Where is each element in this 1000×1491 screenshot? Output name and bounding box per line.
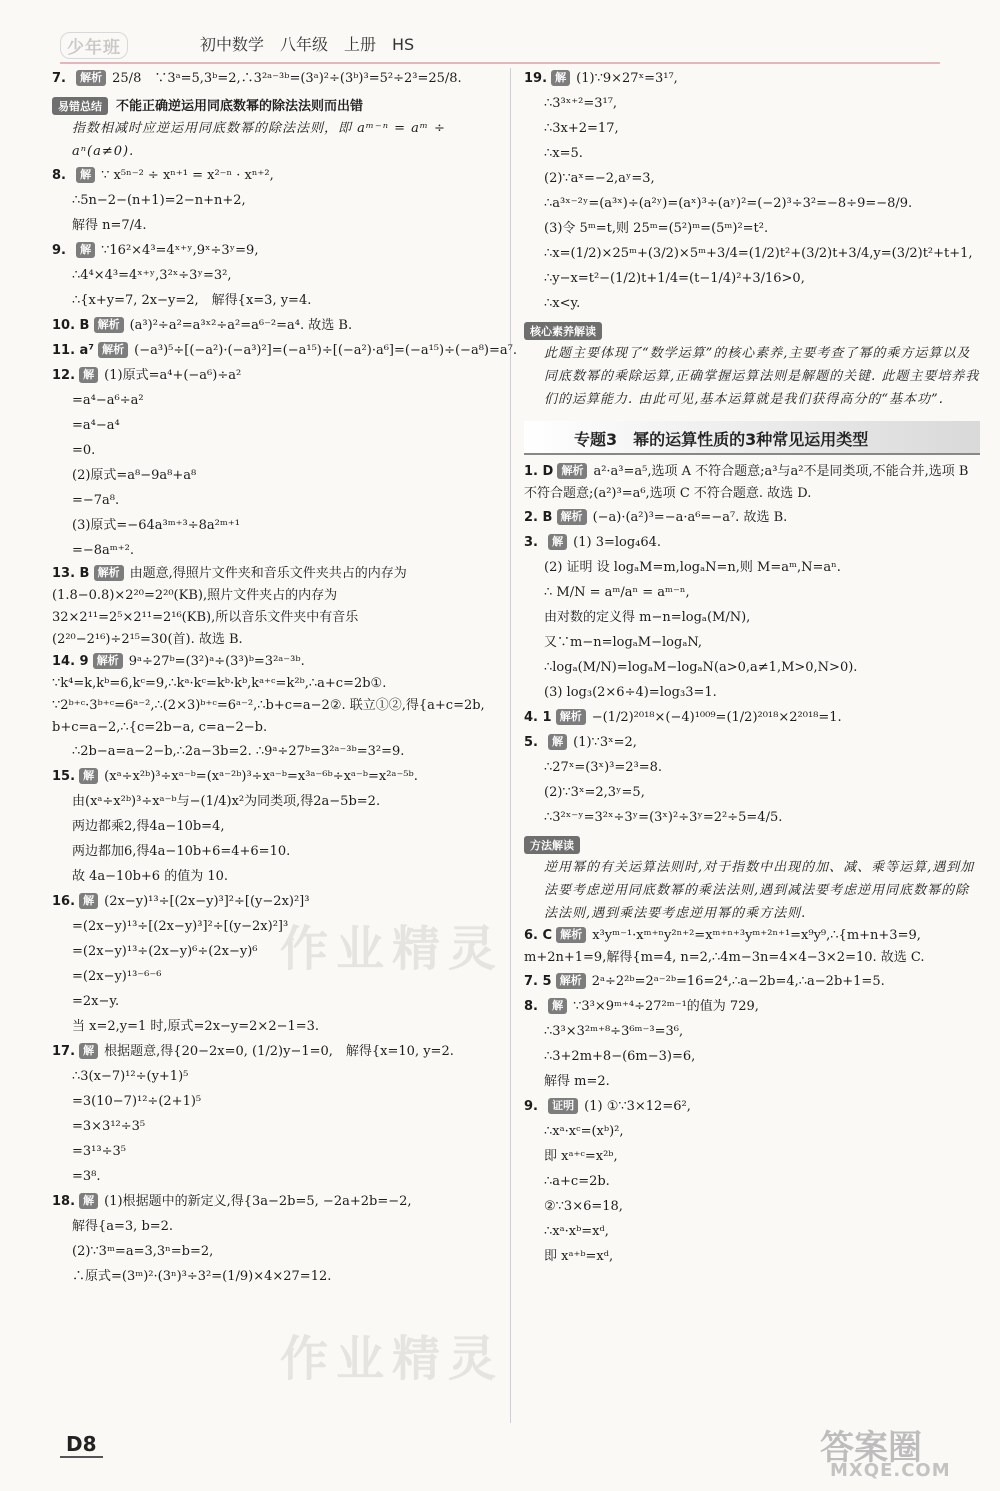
answer-text: ∴3³×3²ᵐ⁺⁸÷3⁶ᵐ⁻³=3⁶, — [544, 1024, 684, 1039]
tip-paragraph: 此题主要体现了“数学运算”的核心素养,主要考查了幂的乘方运算以及同底数幂的乘除运算,正确掌握运算法则是解题的关键. 此题主要培养我们的运算能力. 由此可见,基本运算就是我们获得高分的“基本功”. — [544, 346, 980, 407]
answer-line — [524, 1144, 980, 1169]
answer-text: ∴x=(1/2)×25ᵐ+(3/2)×5ᵐ+3/4=(1/2)t²+(3/2)t+3/4,y=(3/2)t²+t+1, — [544, 246, 973, 261]
answer-line — [524, 291, 980, 316]
answer-tag: 解析 — [94, 565, 124, 581]
tip-box-label: 方法解读 — [524, 836, 580, 854]
answer-line — [524, 780, 980, 805]
answer-text: (2) 证明 设 logₐM=m,logₐN=n,则 M=aᵐ,N=aⁿ. — [544, 560, 841, 575]
answer-line — [524, 1119, 980, 1144]
answer-text: =3⁸. — [72, 1169, 101, 1184]
section-title — [524, 421, 980, 455]
answer-text: (2)∵3ˣ=2,3ʸ=5, — [544, 785, 645, 800]
answer-item — [52, 163, 492, 188]
answer-text: 又∵m−n=logₐM−logₐN, — [544, 635, 703, 650]
question-number: 3. — [524, 535, 538, 550]
answer-text: =−8aᵐ⁺². — [72, 543, 134, 558]
answer-line — [52, 538, 492, 563]
answer-line — [524, 755, 980, 780]
answer-text: (2)∵aˣ=−2,aʸ=3, — [544, 171, 655, 186]
answer-text: 即 xᵃ⁺ᵇ=xᵈ, — [544, 1249, 614, 1264]
question-number: 8. — [52, 168, 66, 183]
answer-text: (2x−y)¹³÷[(2x−y)³]²÷[(y−2x)²]³ — [104, 894, 310, 909]
question-number: 19. — [524, 71, 548, 86]
answer-item — [524, 461, 980, 505]
answer-line — [52, 413, 492, 438]
answer-line — [52, 513, 492, 538]
answer-item — [52, 338, 517, 363]
brand-logo: 答案圈 — [820, 1428, 922, 1468]
watermark: 作业精灵 — [280, 1331, 505, 1387]
answer-text: =(2x−y)¹³⁻⁶⁻⁶ — [72, 969, 162, 984]
answer-line — [52, 989, 492, 1014]
answer-item — [52, 363, 492, 388]
answer-text: =3¹³÷3⁵ — [72, 1144, 126, 1159]
answer-text: 当 x=2,y=1 时,原式=2x−y=2×2−1=3. — [72, 1019, 320, 1034]
answer-text: 根据题意,得{20−2x=0, (1/2)y−1=0, 解得{x=10, y=2. — [104, 1044, 454, 1059]
answer-text: =2x−y. — [72, 994, 120, 1009]
answer-line — [52, 388, 492, 413]
answer-text: ∴a+c=2b. — [544, 1174, 610, 1189]
answer-text: (3)令 5ᵐ=t,则 25ᵐ=(5²)ᵐ=(5ᵐ)²=t². — [544, 221, 769, 236]
answer-item — [524, 969, 980, 994]
answer-text: =−7a⁸. — [72, 493, 120, 508]
answer-text: 25/8 ∵3ᵃ=5,3ᵇ=2,∴3²ᵃ⁻³ᵇ=(3ᵃ)²÷(3ᵇ)³=5²÷2³=25/8. — [112, 71, 462, 86]
question-number: 15. — [52, 769, 76, 784]
answer-tag: 解 — [76, 242, 95, 258]
answer-line — [524, 141, 980, 166]
answer-text: ∴5n−2−(n+1)=2−n+n+2, — [72, 193, 246, 208]
question-number: 11. a⁷ — [52, 343, 95, 358]
answer-text: (−a)·(a²)³=−a·a⁶=−a⁷. 故选 B. — [592, 510, 788, 525]
answer-tag: 解 — [79, 1043, 98, 1059]
answer-tag: 解析 — [76, 70, 106, 86]
question-number: 9. — [52, 243, 66, 258]
answer-tag: 解 — [548, 998, 567, 1014]
answer-item — [52, 1189, 492, 1214]
answer-line — [52, 1139, 492, 1164]
answer-line — [52, 839, 492, 864]
answer-tag: 解 — [79, 893, 98, 909]
tip-box-header — [52, 95, 492, 115]
answer-line — [52, 1239, 492, 1264]
answer-item — [524, 505, 980, 530]
answer-tag: 解 — [548, 534, 567, 550]
answer-item — [524, 730, 980, 755]
answer-text: =(2x−y)¹³÷[(2x−y)³]²÷[(y−2x)²]³ — [72, 919, 289, 934]
answer-text: ∴3(x−7)¹²÷(y+1)⁵ — [72, 1069, 189, 1084]
answer-tag: 证明 — [548, 1098, 578, 1114]
left-column — [52, 66, 517, 1289]
answer-item — [52, 313, 492, 338]
answer-item — [524, 66, 980, 91]
right-column — [524, 66, 980, 1269]
answer-text: ②∵3×6=18, — [544, 1199, 623, 1214]
answer-text: ∵3³×9ᵐ⁺⁴÷27²ᵐ⁻¹的值为 729, — [573, 999, 759, 1014]
tip-box-header — [524, 320, 980, 340]
tip-box-title: 不能正确逆运用同底数幂的除法法则而出错 — [116, 99, 364, 114]
answer-text: =3×3¹²÷3⁵ — [72, 1119, 146, 1134]
answer-line — [524, 1169, 980, 1194]
answer-text: =(2x−y)¹³÷(2x−y)⁶÷(2x−y)⁶ — [72, 944, 258, 959]
answer-item — [52, 563, 492, 651]
answer-line — [524, 1019, 980, 1044]
answer-item — [52, 66, 492, 91]
tip-box-label: 易错总结 — [52, 97, 108, 115]
question-number: 5. — [524, 735, 538, 750]
answer-text: ∴2b−a=a−2−b,∴2a−3b=2. ∴9ᵃ÷27ᵇ=3²ᵃ⁻³ᵇ=3²=9. — [72, 744, 405, 759]
answer-text: ∴a³ˣ⁻²ʸ=(a³ˣ)÷(a²ʸ)=(aˣ)³÷(aʸ)²=(−2)³÷3²=−8÷9=−8/9. — [544, 196, 913, 211]
answer-text: 由对数的定义得 m−n=logₐ(M/N), — [544, 610, 751, 625]
answer-text: =a⁴−a⁴ — [72, 418, 120, 433]
answer-text: ∴3²ˣ⁻ʸ=3²ˣ÷3ʸ=(3ˣ)²÷3ʸ=2²÷5=4/5. — [544, 810, 783, 825]
question-number: 18. — [52, 1194, 76, 1209]
answer-text: ∴3x+2=17, — [544, 121, 619, 136]
answer-tag: 解 — [551, 70, 570, 86]
answer-line — [52, 1164, 492, 1189]
question-number: 4. 1 — [524, 710, 552, 725]
answer-text: ∴27ˣ=(3ˣ)³=2³=8. — [544, 760, 663, 775]
question-number: 7. 5 — [524, 974, 552, 989]
answer-line — [52, 1214, 492, 1239]
answer-line — [52, 188, 492, 213]
answer-text: ∴原式=(3ᵐ)²·(3ⁿ)³÷3²=(1/9)×4×27=12. — [72, 1269, 332, 1284]
section-title-text: 专题3 幂的运算性质的3种常见运用类型 — [574, 430, 869, 449]
answer-line — [524, 116, 980, 141]
answer-line — [52, 438, 492, 463]
answer-line — [52, 288, 492, 313]
answer-item — [52, 764, 492, 789]
answer-line — [524, 655, 980, 680]
answer-tag: 解析 — [556, 709, 586, 725]
answer-tag: 解 — [79, 367, 98, 383]
answer-text: (3) log₃(2×6÷4)=log₃3=1. — [544, 685, 717, 700]
answer-tag: 解析 — [93, 653, 123, 669]
answer-text: 两边都加6,得4a−10b+6=4+6=10. — [72, 844, 291, 859]
question-number: 6. C — [524, 928, 553, 943]
tip-paragraph: 逆用幂的有关运算法则时,对于指数中出现的加、减、乘等运算,遇到加法要考虑逆用同底数幂的乘法法则,遇到减法要考虑逆用同底数幂的除法法则,遇到乘法要考虑逆用幂的乘方法则. — [544, 860, 975, 921]
answer-tag: 解析 — [556, 973, 586, 989]
answer-line — [524, 1244, 980, 1269]
answer-line — [52, 1114, 492, 1139]
answer-line — [524, 1069, 980, 1094]
tip-paragraph: 指数相减时应逆运用同底数幂的除法法则，即 aᵐ⁻ⁿ = aᵐ ÷ aⁿ(a≠0). — [72, 121, 446, 159]
answer-text: (1) 3=log₄64. — [573, 535, 662, 550]
answer-line — [524, 580, 980, 605]
question-number: 8. — [524, 999, 538, 1014]
answer-text: ∴3+2m+8−(6m−3)=6, — [544, 1049, 696, 1064]
answer-text: (2)原式=a⁸−9a⁸+a⁸ — [72, 468, 197, 483]
answer-item — [52, 651, 492, 739]
answer-item — [524, 925, 980, 969]
answer-text: 解得{a=3, b=2. — [72, 1219, 174, 1234]
answer-line — [52, 213, 492, 238]
answer-tag: 解析 — [94, 317, 124, 333]
answer-line — [52, 463, 492, 488]
answer-line — [524, 1219, 980, 1244]
answer-line — [52, 1014, 492, 1039]
answer-text: ∵16²×4³=4ˣ⁺ʸ,9ˣ÷3ʸ=9, — [101, 243, 259, 258]
answer-text: 两边都乘2,得4a−10b=4, — [72, 819, 225, 834]
answer-text: ∴x<y. — [544, 296, 581, 311]
answer-text: 即 xᵃ⁺ᶜ=x²ᵇ, — [544, 1149, 618, 1164]
question-number: 2. B — [524, 510, 553, 525]
answer-item — [524, 1094, 980, 1119]
answer-text: −(1/2)²⁰¹⁸×(−4)¹⁰⁰⁹=(1/2)²⁰¹⁸×2²⁰¹⁸=1. — [591, 710, 842, 725]
answer-text: =0. — [72, 443, 96, 458]
answer-text: 解得 n=7/4. — [72, 218, 147, 233]
answer-text: ∴ M/N = aᵐ/aⁿ = aᵐ⁻ⁿ, — [544, 585, 690, 600]
answer-text: (xᵃ÷x²ᵇ)³÷xᵃ⁻ᵇ=(xᵃ⁻²ᵇ)³÷xᵃ⁻ᵇ=x³ᵃ⁻⁶ᵇ÷xᵃ⁻ᵇ=x²ᵃ⁻⁵ᵇ. — [104, 769, 418, 784]
answer-text: 9ᵃ÷27ᵇ=(3²)ᵃ÷(3³)ᵇ=3²ᵃ⁻³ᵇ. ∵k⁴=k,kᵇ=6,kᶜ=9,∴kᵃ·kᶜ=kᵇ·kᵇ,kᵃ⁺ᶜ=k²ᵇ,∴a+c=2b①. ∵2ᵇ⁺ᶜ·3ᵇ⁺ᶜ=6ᵃ⁻²,∴(2×3)ᵇ⁺ᶜ=6ᵃ⁻²,∴b+c=a−2②. 联立①②,得{a+c=2b, b+c=a−2,∴{c=2b−a, c=a−2−b. — [52, 654, 485, 735]
answer-text: 2ᵃ÷2²ᵇ=2ᵃ⁻²ᵇ=16=2⁴,∴a−2b=4,∴a−2b+1=5. — [591, 974, 885, 989]
answer-line — [524, 266, 980, 291]
answer-line — [524, 1194, 980, 1219]
answer-line — [524, 216, 980, 241]
answer-tag: 解 — [79, 1193, 98, 1209]
answer-line — [52, 864, 492, 889]
answer-line — [52, 739, 492, 764]
answer-line — [524, 191, 980, 216]
answer-item — [524, 705, 980, 730]
answer-line — [524, 166, 980, 191]
series-logo: 少年班 — [60, 32, 128, 59]
answer-text: 由(xᵃ÷x²ᵇ)³÷xᵃ⁻ᵇ与−(1/4)x²为同类项,得2a−5b=2. — [72, 794, 381, 809]
answer-text: (1)∵3ˣ=2, — [573, 735, 637, 750]
answer-text: ∵ x⁵ⁿ⁻² ÷ xⁿ⁺¹ = x²⁻ⁿ · xⁿ⁺², — [101, 168, 274, 183]
question-number: 16. — [52, 894, 76, 909]
page-header — [60, 28, 940, 64]
answer-text: ∴xᵃ·xᶜ=(xᵇ)², — [544, 1124, 624, 1139]
answer-text: 解得 m=2. — [544, 1074, 610, 1089]
question-number: 12. — [52, 368, 76, 383]
answer-text: x³yᵐ⁻¹·xᵐ⁺ⁿy²ⁿ⁺²=xᵐ⁺ⁿ⁺³yᵐ⁺²ⁿ⁺¹=x⁹y⁹,∴{m+n+3=9, m+2n+1=9,解得{m=4, n=2,∴4m−3n=4×4−3×2=10. 故选 C. — [524, 928, 925, 965]
answer-line — [52, 1064, 492, 1089]
question-number: 17. — [52, 1044, 76, 1059]
answer-tag: 解 — [79, 768, 98, 784]
question-number: 10. B — [52, 318, 90, 333]
answer-line — [52, 488, 492, 513]
answer-text: ∴x=5. — [544, 146, 583, 161]
answer-line — [524, 1044, 980, 1069]
answer-line — [52, 263, 492, 288]
page-number: D8 — [60, 1432, 103, 1458]
answer-text: (−a³)⁵÷[(−a²)·(−a³)²]=(−a¹⁵)÷[(−a²)·a⁶]=(−a¹⁵)÷(−a⁸)=a⁷. — [134, 343, 517, 358]
answer-text: (a³)²÷a²=a³ˣ²÷a²=a⁶⁻²=a⁴. 故选 B. — [129, 318, 353, 333]
answer-line — [524, 630, 980, 655]
answer-text: (2)∵3ᵐ=a=3,3ⁿ=b=2, — [72, 1244, 214, 1259]
answer-tag: 解析 — [557, 509, 587, 525]
answer-tag: 解析 — [556, 927, 586, 943]
answer-line — [524, 91, 980, 116]
book-title: 初中数学 八年级 上册 HS — [200, 35, 415, 54]
answer-text: (1)∵9×27ˣ=3¹⁷, — [576, 71, 678, 86]
watermark: 作业精灵 — [280, 921, 505, 977]
answer-text: a²·a³=a⁵,选项 A 不符合题意;a³与a²不是同类项,不能合并,选项 B 不符合题意;(a²)³=a⁶,选项 C 不符合题意. 故选 D. — [524, 464, 969, 501]
column-divider — [510, 68, 511, 1423]
answer-line — [52, 1264, 492, 1289]
answer-text: (1)根据题中的新定义,得{3a−2b=5, −2a+2b=−2, — [104, 1194, 412, 1209]
answer-line — [524, 805, 980, 830]
answer-item — [524, 994, 980, 1019]
answer-line — [52, 789, 492, 814]
answer-text: ∴4⁴×4³=4ˣ⁺ʸ,3²ˣ÷3ʸ=3², — [72, 268, 232, 283]
answer-tag: 解 — [76, 167, 95, 183]
answer-line — [524, 605, 980, 630]
answer-text: (1)原式=a⁴+(−a⁶)÷a² — [104, 368, 242, 383]
answer-line — [524, 555, 980, 580]
answer-text: ∴logₐ(M/N)=logₐM−logₐN(a>0,a≠1,M>0,N>0). — [544, 660, 858, 675]
tip-box-header — [524, 834, 980, 854]
answer-text: ∴xᵃ·xᵇ=xᵈ, — [544, 1224, 609, 1239]
answer-tag: 解析 — [557, 463, 587, 479]
answer-line — [524, 680, 980, 705]
answer-text: ∴y−x=t²−(1/2)t+1/4=(t−1/4)²+3/16>0, — [544, 271, 805, 286]
answer-line — [524, 241, 980, 266]
answer-tag: 解析 — [98, 342, 128, 358]
question-number: 14. 9 — [52, 654, 89, 669]
answer-text: ∴{x+y=7, 2x−y=2, 解得{x=3, y=4. — [72, 293, 312, 308]
answer-text: ∴3³ˣ⁺²=3¹⁷, — [544, 96, 618, 111]
answer-text: 故 4a−10b+6 的值为 10. — [72, 869, 229, 884]
question-number: 13. B — [52, 566, 90, 581]
answer-text: =a⁴−a⁶÷a² — [72, 393, 144, 408]
answer-text: (1) ①∵3×12=6², — [584, 1099, 691, 1114]
answer-item — [524, 530, 980, 555]
answer-line — [52, 814, 492, 839]
answer-text: 由题意,得照片文件夹和音乐文件夹共占的内存为(1.8−0.8)×2²⁰=2²⁰(KB),照片文件夹占的内存为32×2¹¹=2⁵×2¹¹=2¹⁶(KB),所以音乐文件夹中有音乐(2²⁰−2¹⁶)÷2¹⁵=30(首). 故选 B. — [52, 566, 407, 647]
question-number: 9. — [524, 1099, 538, 1114]
answer-tag: 解 — [548, 734, 567, 750]
question-number: 7. — [52, 71, 66, 86]
answer-item — [52, 238, 492, 263]
tip-box-label: 核心素养解读 — [524, 322, 602, 340]
answer-item — [52, 1039, 492, 1064]
answer-text: (3)原式=−64a³ᵐ⁺³÷8a²ᵐ⁺¹ — [72, 518, 240, 533]
brand-url: MXQE.COM — [830, 1460, 951, 1481]
question-number: 1. D — [524, 464, 554, 479]
answer-text: =3(10−7)¹²÷(2+1)⁵ — [72, 1094, 202, 1109]
answer-line — [52, 1089, 492, 1114]
